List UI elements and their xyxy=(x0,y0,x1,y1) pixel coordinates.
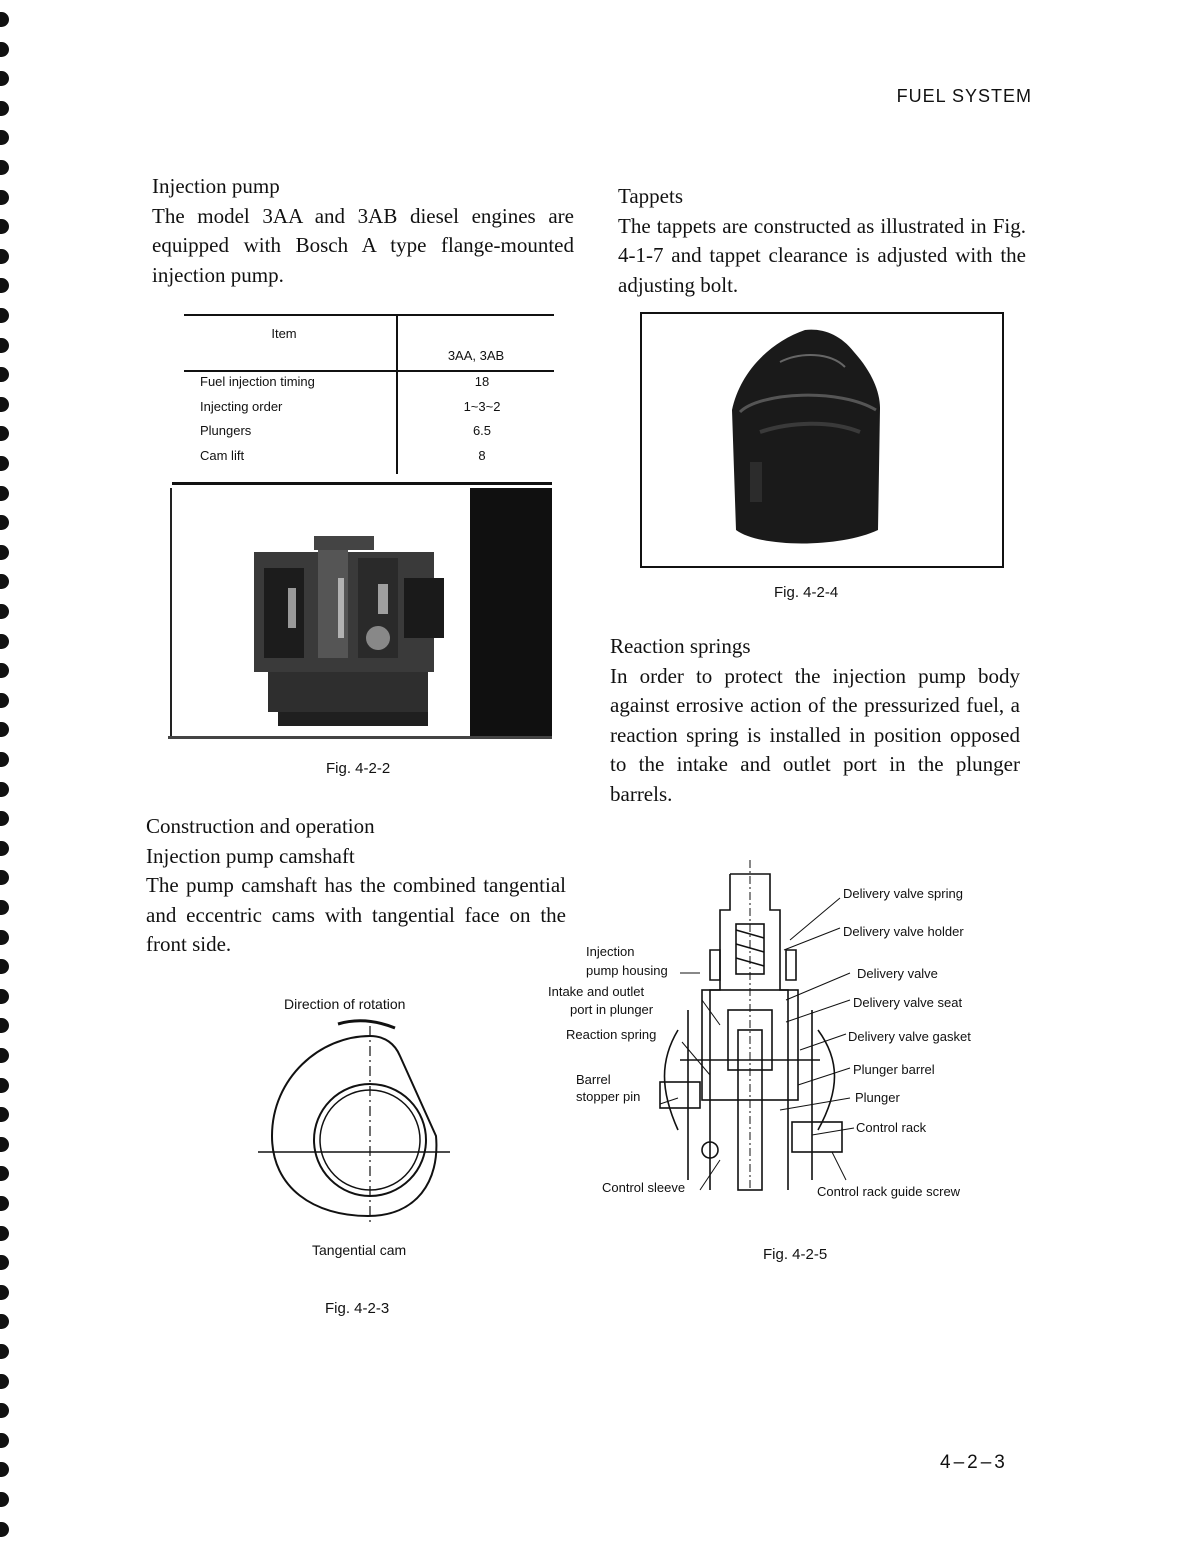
binding-hole xyxy=(0,1462,9,1477)
binding-hole xyxy=(0,1492,9,1507)
binding-hole xyxy=(0,1403,9,1418)
table-row-value: 18 xyxy=(474,374,490,389)
label-control-rack-guide-screw: Control rack guide screw xyxy=(817,1184,961,1199)
label-intake-1: Intake and outlet xyxy=(548,984,645,999)
label-plunger-barrel: Plunger barrel xyxy=(853,1062,935,1077)
binding-hole xyxy=(0,190,9,205)
binding-hole xyxy=(0,367,9,382)
injection-pump-photo xyxy=(168,488,552,744)
rotation-label: Direction of rotation xyxy=(284,996,406,1012)
construction-section xyxy=(146,812,566,960)
table-row-label: Plungers xyxy=(200,423,252,438)
reaction-springs-section xyxy=(610,632,1020,809)
binding-hole xyxy=(0,1344,9,1359)
table-row-label: Cam lift xyxy=(200,447,245,463)
label-control-rack: Control rack xyxy=(856,1120,927,1135)
binding-hole xyxy=(0,1018,9,1033)
binding-hole xyxy=(0,811,9,826)
binding-hole xyxy=(0,663,9,678)
label-injection-2: pump housing xyxy=(586,963,668,978)
label-intake-2: port in plunger xyxy=(570,1002,654,1017)
label-delivery-valve-holder: Delivery valve holder xyxy=(843,924,964,939)
injection-pump-section xyxy=(152,172,574,290)
label-plunger: Plunger xyxy=(855,1090,900,1105)
binding-hole xyxy=(0,1078,9,1093)
binding-hole xyxy=(0,693,9,708)
binding-hole xyxy=(0,1522,9,1537)
camshaft-body: The pump camshaft has the combined tangential and eccentric cams with tangential face on the front side. xyxy=(146,873,566,956)
binding-hole xyxy=(0,1433,9,1448)
camshaft-subheading: Injection pump camshaft xyxy=(146,843,355,868)
label-barrel-2: stopper pin xyxy=(576,1089,641,1104)
injection-pump-body: The model 3AA and 3AB diesel engines are equipped with Bosch A type flange-mounted injection pump. xyxy=(152,203,574,287)
binding-hole xyxy=(0,782,9,797)
binding-hole xyxy=(0,249,9,264)
fig-4-2-5-caption: Fig. 4-2-5 xyxy=(763,1246,828,1263)
binding-hole xyxy=(0,160,9,175)
tappets-body: The tappets are constructed as illustrated in Fig. 4-1-7 and tappet clearance is adjusted with the adjusting bolt. xyxy=(618,213,1026,297)
binding-hole xyxy=(0,930,9,945)
binding-hole xyxy=(0,900,9,915)
table-col-item: Item xyxy=(271,326,297,341)
binding-hole xyxy=(0,1166,9,1181)
binding-hole xyxy=(0,42,9,57)
tappet-photo xyxy=(640,312,1004,568)
label-barrel-1: Barrel xyxy=(576,1072,611,1087)
table-row-label: Injecting order xyxy=(200,398,283,414)
binding-hole xyxy=(0,1226,9,1241)
table-col-model: 3AA, 3AB xyxy=(447,348,505,363)
binding-hole xyxy=(0,219,9,234)
table-header-rule xyxy=(184,370,554,372)
binding-hole xyxy=(0,426,9,441)
binding-hole xyxy=(0,545,9,560)
table-row-label: Fuel injection timing xyxy=(200,374,315,389)
label-delivery-valve-seat: Delivery valve seat xyxy=(853,995,963,1010)
tangential-cam-diagram xyxy=(250,1012,470,1232)
binding-hole xyxy=(0,722,9,737)
binding-hole xyxy=(0,634,9,649)
injection-pump-heading: Injection pump xyxy=(152,174,280,198)
binding-hole xyxy=(0,397,9,412)
tappets-heading: Tappets xyxy=(618,184,684,208)
binding-hole xyxy=(0,1196,9,1211)
binding-hole xyxy=(0,278,9,293)
binding-hole xyxy=(0,1048,9,1063)
table-row-value: 6.5 xyxy=(472,423,492,438)
binding-hole xyxy=(0,71,9,86)
binding-hole xyxy=(0,1374,9,1389)
section-header: FUEL SYSTEM xyxy=(896,86,1032,106)
tappets-section xyxy=(618,182,1026,300)
binding-hole xyxy=(0,959,9,974)
binding-hole xyxy=(0,841,9,856)
binding-hole xyxy=(0,1107,9,1122)
binding-hole xyxy=(0,1137,9,1152)
binding-hole xyxy=(0,515,9,530)
binding-hole xyxy=(0,130,9,145)
label-delivery-valve-gasket: Delivery valve gasket xyxy=(848,1029,971,1044)
table-row-value: 1~3~2 xyxy=(463,398,501,414)
binding-hole xyxy=(0,308,9,323)
binding-hole xyxy=(0,1285,9,1300)
label-reaction-spring: Reaction spring xyxy=(566,1027,657,1042)
binding-hole xyxy=(0,1255,9,1270)
binding-hole xyxy=(0,12,9,27)
binding-hole xyxy=(0,486,9,501)
label-injection-1: Injection xyxy=(586,944,635,959)
binding-hole xyxy=(0,456,9,471)
page-number: 4–2–3 xyxy=(940,1452,1008,1473)
binding-hole xyxy=(0,101,9,116)
fig-4-2-2-caption: Fig. 4-2-2 xyxy=(326,760,391,777)
binding-holes xyxy=(0,0,14,1544)
table-bottom-rule xyxy=(172,482,552,485)
label-delivery-valve-spring: Delivery valve spring xyxy=(843,886,963,901)
binding-hole xyxy=(0,574,9,589)
binding-hole xyxy=(0,989,9,1004)
label-delivery-valve: Delivery valve xyxy=(857,966,938,981)
label-control-sleeve: Control sleeve xyxy=(602,1180,686,1195)
construction-heading: Construction and operation xyxy=(146,814,375,838)
fig-4-2-3-caption: Fig. 4-2-3 xyxy=(325,1300,390,1317)
binding-hole xyxy=(0,604,9,619)
fig-4-2-4-caption: Fig. 4-2-4 xyxy=(774,584,839,601)
binding-hole xyxy=(0,870,9,885)
reaction-springs-body: In order to protect the injection pump body against errosive action of the pressurized fuel, a reaction spring is installed in position opposed to the intake and outlet port in the plunger barrels. xyxy=(610,663,1020,806)
binding-hole xyxy=(0,338,9,353)
reaction-springs-heading: Reaction springs xyxy=(610,634,751,658)
table-row-value: 8 xyxy=(478,447,486,463)
tangential-cam-label: Tangential cam xyxy=(312,1242,407,1258)
binding-hole xyxy=(0,752,9,767)
binding-hole xyxy=(0,1314,9,1329)
table-top-rule xyxy=(184,314,554,316)
